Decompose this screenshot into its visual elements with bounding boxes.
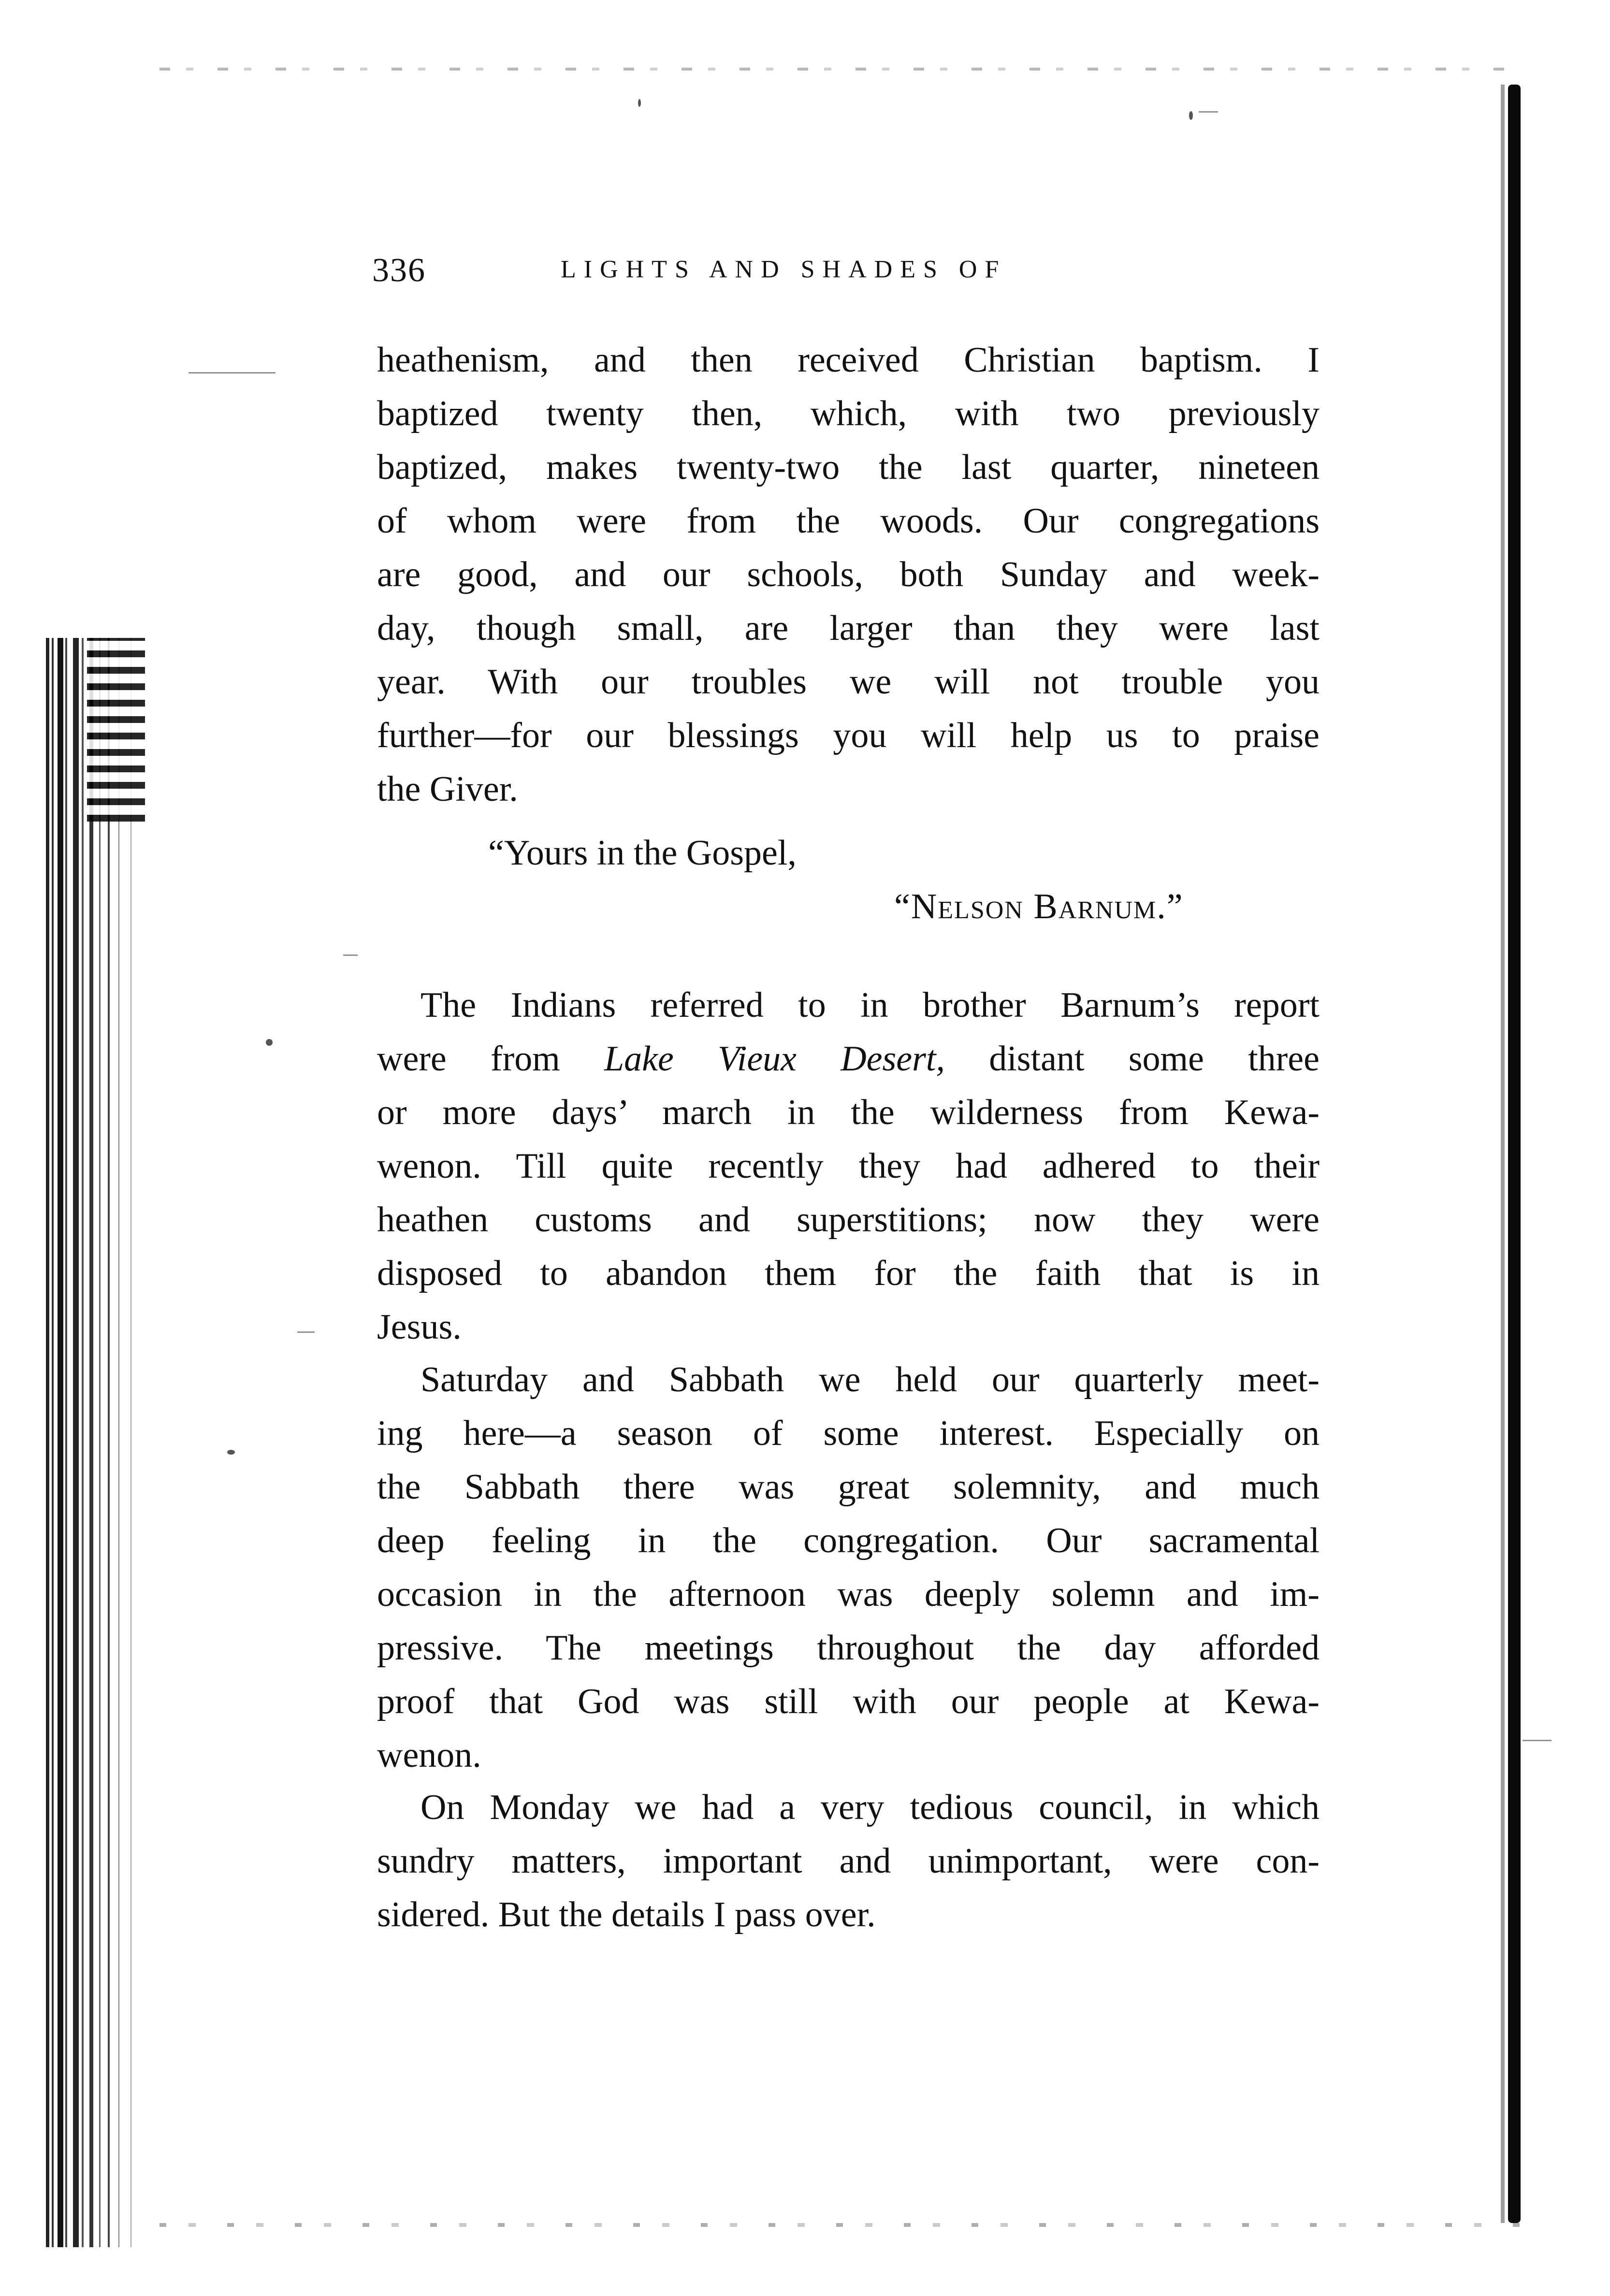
text-line: On Monday we had a very tedious council, in which bbox=[421, 1788, 1320, 1827]
scan-speck bbox=[638, 99, 641, 107]
page-bottom-edge bbox=[160, 2223, 1537, 2227]
page-number: 336 bbox=[372, 252, 426, 289]
letter-signature: “Nelson Barnum.” bbox=[894, 887, 1184, 926]
running-head bbox=[372, 251, 1146, 295]
scan-dash bbox=[1523, 1740, 1552, 1741]
text-line bbox=[377, 1032, 1320, 1086]
binding-gutter-noise bbox=[46, 638, 157, 2247]
paragraph-indians bbox=[377, 979, 1320, 1354]
text-line: further—for our blessings you will help us to praise bbox=[377, 716, 1320, 755]
text-line: wenon. bbox=[377, 1735, 481, 1775]
text-line: wenon. Till quite recently they had adhered to their bbox=[377, 1146, 1320, 1186]
text-run: distant some three bbox=[945, 1039, 1320, 1079]
text-line: baptized twenty then, which, with two previously bbox=[377, 394, 1320, 433]
text-line: ing here—a season of some interest. Especially on bbox=[377, 1414, 1320, 1453]
text-line: disposed to abandon them for the faith that is in bbox=[377, 1254, 1320, 1293]
text-line: heathen customs and superstitions; now they were bbox=[377, 1200, 1320, 1240]
text-line: baptized, makes twenty-two the last quarter, nineteen bbox=[377, 448, 1320, 487]
running-title: LIGHTS AND SHADES OF bbox=[561, 256, 1007, 283]
text-line: pressive. The meetings throughout the day afforded bbox=[377, 1628, 1320, 1668]
right-margin-shadow bbox=[1501, 85, 1505, 2223]
text-line: The Indians referred to in brother Barnum’s report bbox=[421, 985, 1320, 1025]
paragraph-letter-continuation bbox=[377, 333, 1320, 816]
paragraph-quarterly-meeting bbox=[377, 1353, 1320, 1782]
text-line: proof that God was still with our people at Kewa- bbox=[377, 1682, 1320, 1721]
text-line: Jesus. bbox=[377, 1307, 462, 1347]
text-line: of whom were from the woods. Our congregations bbox=[377, 501, 1320, 541]
text-line: Saturday and Sabbath we held our quarterly meet- bbox=[421, 1360, 1320, 1400]
text-line: day, though small, are larger than they were last bbox=[377, 608, 1320, 648]
text-line: heathenism, and then received Christian baptism. I bbox=[377, 340, 1320, 380]
scan-dash bbox=[189, 372, 276, 374]
scan-speck bbox=[1189, 111, 1193, 120]
text-run: were from bbox=[377, 1039, 605, 1079]
paragraph-council bbox=[377, 1781, 1320, 1942]
scan-dash bbox=[1199, 111, 1218, 113]
text-line: sidered. But the details I pass over. bbox=[377, 1895, 876, 1935]
right-margin-bar bbox=[1508, 85, 1521, 2223]
place-name-italic: Lake Vieux Desert, bbox=[604, 1039, 945, 1079]
text-line: year. With our troubles we will not trouble you bbox=[377, 662, 1320, 702]
text-line: the Sabbath there was great solemnity, and much bbox=[377, 1467, 1320, 1507]
scan-speck bbox=[266, 1039, 273, 1046]
text-line: or more days’ march in the wilderness from Kewa- bbox=[377, 1093, 1320, 1132]
binding-gutter-marks bbox=[87, 638, 145, 822]
text-line: occasion in the afternoon was deeply solemn and im- bbox=[377, 1574, 1320, 1614]
scan-dash bbox=[297, 1331, 315, 1333]
scan-speck bbox=[227, 1450, 235, 1455]
letter-closing: “Yours in the Gospel, bbox=[488, 833, 797, 873]
text-line: sundry matters, important and unimportant, were con- bbox=[377, 1841, 1320, 1881]
page-top-edge bbox=[160, 68, 1513, 71]
text-line: deep feeling in the congregation. Our sacramental bbox=[377, 1521, 1320, 1560]
text-line: the Giver. bbox=[377, 769, 518, 809]
scan-dash bbox=[343, 954, 358, 956]
text-line: are good, and our schools, both Sunday and week- bbox=[377, 555, 1320, 594]
